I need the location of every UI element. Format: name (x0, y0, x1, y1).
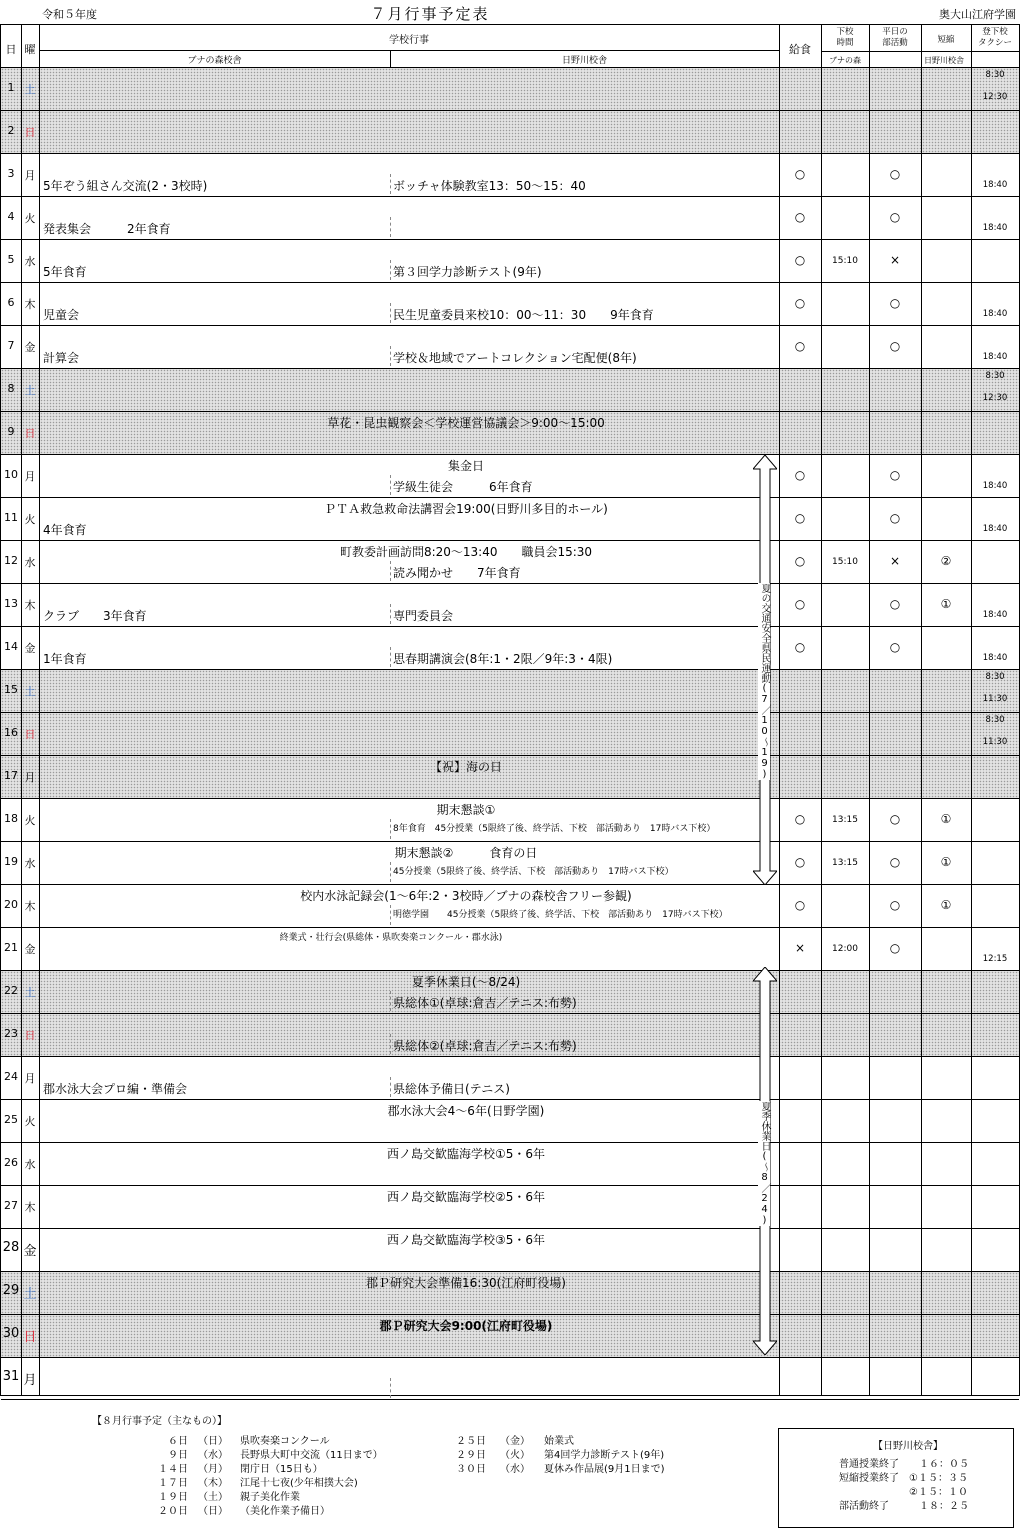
event-hino: ボッチャ体験教室13：50～15：40 (393, 179, 586, 193)
august-event: 夏休み作品展(9月1日まで) (544, 1464, 665, 1475)
col-day: 日 (5, 43, 17, 56)
hino-line: 部活動終了 １８：２５ (839, 1501, 969, 1512)
col-campus-a: ブナの森校舎 (187, 56, 242, 66)
campus-divider (390, 647, 391, 667)
club-mark: ○ (889, 167, 901, 181)
short-mark: ② (940, 554, 952, 568)
event-buna: 郡水泳大会プロ編・準備会 (43, 1082, 188, 1096)
day-number: 4 (7, 210, 15, 223)
weekday: 水 (24, 556, 36, 569)
august-day: ６日 (168, 1436, 188, 1447)
campus-divider (390, 260, 391, 280)
event-hino: 明徳学園 45分授業（5限終了後、終学活、下校 部活動あり 17時バス下校） (393, 910, 728, 920)
lunch-mark: ○ (794, 812, 806, 826)
short-mark: ① (940, 898, 952, 912)
page-header (0, 0, 1020, 24)
august-day: ３０日 (456, 1464, 486, 1475)
club-mark: × (889, 554, 901, 568)
col-dismissal-sub: ブナの森 (829, 56, 861, 65)
school-name: 奥大山江府学園 (939, 8, 1016, 21)
day-number: 19 (4, 855, 18, 868)
table-row (1, 1315, 1019, 1358)
day-number: 30 (2, 1326, 20, 1341)
event-common: 期末懇談② 食育の日 (394, 846, 538, 860)
col-weekday: 曜 (24, 43, 36, 56)
col-campus-b: 日野川校舎 (561, 56, 607, 66)
table-row (1, 713, 1019, 756)
taxi-time: 18:40 (982, 524, 1008, 534)
event-buna: 4年食育 (43, 523, 87, 537)
day-number: 2 (7, 124, 15, 137)
weekday: 木 (24, 599, 36, 612)
day-number: 20 (4, 898, 18, 911)
club-mark: × (889, 253, 901, 267)
weekday: 金 (24, 943, 36, 956)
august-weekday: （月） (198, 1464, 228, 1475)
august-weekday: （土） (198, 1492, 228, 1503)
event-hino: 読み聞かせ 7年食育 (393, 566, 521, 580)
weekday: 木 (24, 900, 36, 913)
grid-line (971, 25, 972, 1395)
day-number: 11 (4, 511, 18, 524)
august-event: 江尾十七夜(少年相撲大会) (240, 1478, 358, 1489)
summer-break-label: 夏季休業日(～8／24) (759, 1101, 770, 1226)
table-row (1, 412, 1019, 455)
col-clubs: 平日の 部活動 (882, 27, 908, 48)
taxi-time: 11:30 (982, 737, 1008, 747)
table-row (1, 1272, 1019, 1315)
taxi-time: 11:30 (982, 694, 1008, 704)
event-common: 町教委計画訪問8:20～13:40 職員会15:30 (339, 545, 593, 559)
club-mark: ○ (889, 812, 901, 826)
col-dismissal: 下校 時間 (836, 27, 854, 48)
traffic-campaign-label: 夏の交通安全県民運動(7／10～19) (759, 583, 770, 780)
table-row (1, 670, 1019, 713)
lunch-mark: ○ (794, 554, 806, 568)
table-row (1, 799, 1019, 842)
hino-box-title: 【日野川校舎】 (873, 1441, 943, 1452)
weekday: 木 (24, 298, 36, 311)
august-event: 閉庁日（15日も） (240, 1464, 323, 1475)
club-mark: ○ (889, 640, 901, 654)
table-row (1, 455, 1019, 498)
event-buna: 発表集会 2年食育 (43, 222, 171, 236)
august-day: ２９日 (456, 1450, 486, 1461)
event-hino: 県総体②(卓球:倉吉／テニス:布勢) (393, 1039, 577, 1053)
event-hino: 県総体①(卓球:倉吉／テニス:布勢) (393, 996, 577, 1010)
weekday: 土 (24, 384, 36, 397)
august-event: （美化作業予備日） (240, 1506, 330, 1517)
event-hino: 県総体予備日(テニス) (393, 1082, 510, 1096)
weekday: 日 (24, 126, 36, 139)
grid-line (779, 25, 780, 1395)
taxi-time: 18:40 (982, 610, 1008, 620)
campus-divider (390, 862, 391, 882)
weekday: 火 (24, 1115, 36, 1128)
event-common: ＰＴＡ救急救命法講習会19:00(日野川多目的ホール) (324, 502, 608, 516)
day-number: 6 (7, 296, 15, 309)
day-number: 27 (4, 1199, 18, 1212)
lunch-mark: ○ (794, 253, 806, 267)
august-title: 【８月行事予定（主なもの）】 (92, 1416, 227, 1427)
table-row (1, 1100, 1019, 1143)
lunch-mark: ○ (794, 855, 806, 869)
weekday: 火 (24, 513, 36, 526)
table-row (1, 1143, 1019, 1186)
day-number: 15 (4, 683, 18, 696)
weekday: 火 (24, 212, 36, 225)
lunch-mark: ○ (794, 511, 806, 525)
table-row (1, 1358, 1019, 1400)
august-event: 始業式 (544, 1436, 574, 1447)
august-day: ２５日 (456, 1436, 486, 1447)
short-mark: ① (940, 855, 952, 869)
short-mark: ① (940, 812, 952, 826)
table-row (1, 1057, 1019, 1100)
august-day: ９日 (168, 1450, 188, 1461)
august-day: ２０日 (158, 1506, 188, 1517)
event-common: 終業式・壮行会(県総体・県吹奏楽コンクール・郡水泳) (279, 933, 503, 943)
weekday: 土 (24, 685, 36, 698)
grid-line (390, 50, 391, 68)
august-weekday: （水） (198, 1450, 228, 1461)
august-event: 親子美化作業 (240, 1492, 300, 1503)
weekday: 月 (24, 470, 36, 483)
taxi-time: 8:30 (985, 672, 1005, 682)
table-row (1, 885, 1019, 928)
weekday: 日 (23, 1330, 37, 1345)
lunch-mark: ○ (794, 597, 806, 611)
hino-line: 短縮授業終了 ①１５：３５ (839, 1473, 968, 1484)
event-common: 夏季休業日(～8/24) (411, 975, 521, 989)
august-event: 長野県大町中交流（11日まで） (240, 1450, 383, 1461)
lunch-mark: ○ (794, 296, 806, 310)
taxi-time: 18:40 (982, 180, 1008, 190)
event-buna: クラブ 3年食育 (43, 609, 147, 623)
campus-divider (390, 217, 391, 237)
club-mark: ○ (889, 339, 901, 353)
event-buna: 計算会 (43, 351, 80, 365)
day-number: 18 (4, 812, 18, 825)
table-row (1, 756, 1019, 799)
hino-times-box (778, 1428, 1014, 1528)
taxi-time: 8:30 (985, 371, 1005, 381)
day-number: 1 (7, 81, 15, 94)
day-number: 17 (4, 769, 18, 782)
table-row (1, 1186, 1019, 1229)
event-buna: 5年ぞう組さん交流(2・3校時) (43, 179, 208, 193)
col-hino-sub: 日野川校舎 (924, 56, 964, 65)
col-events: 学校行事 (389, 35, 429, 46)
table-row (1, 928, 1019, 971)
taxi-time: 18:40 (982, 352, 1008, 362)
table-row (1, 68, 1019, 111)
event-common: 西ノ島交歓臨海学校①5・6年 (386, 1147, 546, 1161)
day-number: 5 (7, 253, 15, 266)
event-common: 【祝】海の日 (429, 760, 502, 774)
event-common: 期末懇談① (436, 803, 496, 817)
weekday: 日 (24, 1029, 36, 1042)
table-row (1, 154, 1019, 197)
weekday: 金 (24, 642, 36, 655)
hino-line: 普通授業終了 １６：０５ (839, 1459, 969, 1470)
day-number: 12 (4, 554, 18, 567)
event-hino: 8年食育 45分授業（5限終了後、終学活、下校 部活動あり 17時バス下校） (393, 824, 716, 834)
event-common: 郡水泳大会4～6年(日野学園) (387, 1104, 545, 1118)
event-buna: 児童会 (43, 308, 80, 322)
table-row (1, 197, 1019, 240)
event-hino: 学級生徒会 6年食育 (393, 480, 533, 494)
day-number: 14 (4, 640, 18, 653)
col-short: 短縮 (937, 35, 955, 45)
event-common: 西ノ島交歓臨海学校②5・6年 (386, 1190, 546, 1204)
table-header (1, 25, 1019, 68)
august-weekday: （木） (198, 1478, 228, 1489)
table-row (1, 240, 1019, 283)
event-hino: 学校＆地域でアートコレクション宅配便(8年) (393, 351, 637, 365)
grid-line (869, 25, 870, 1395)
grid-line (821, 25, 822, 1395)
august-weekday: （日） (198, 1436, 228, 1447)
page-title: ７月行事予定表 (370, 5, 490, 23)
taxi-time: 12:30 (982, 393, 1008, 403)
lunch-mark: ○ (794, 640, 806, 654)
short-mark: ① (940, 597, 952, 611)
day-number: 23 (4, 1027, 18, 1040)
event-buna: 5年食育 (43, 265, 87, 279)
grid-line (21, 25, 22, 1395)
campus-divider (390, 991, 391, 1011)
weekday: 金 (23, 1244, 37, 1259)
lunch-mark: ○ (794, 339, 806, 353)
day-number: 9 (7, 425, 15, 438)
club-mark: ○ (889, 210, 901, 224)
campus-divider (390, 604, 391, 624)
event-hino: 専門委員会 (393, 609, 454, 623)
campus-divider (390, 1034, 391, 1054)
campus-divider (390, 905, 391, 925)
event-hino: 45分授業（5限終了後、終学活、下校 部活動あり 17時バス下校） (393, 867, 674, 877)
lunch-mark: ○ (794, 167, 806, 181)
taxi-time: 8:30 (985, 715, 1005, 725)
weekday: 日 (24, 728, 36, 741)
day-number: 31 (2, 1369, 20, 1384)
august-day: １７日 (158, 1478, 188, 1489)
event-common: 校内水泳記録会(1～6年:2・3校時／ブナの森校舎フリー参観) (300, 889, 632, 903)
august-weekday: （日） (198, 1506, 228, 1517)
day-number: 24 (4, 1070, 18, 1083)
event-common: 郡Ｐ研究大会9:00(江府町役場) (379, 1319, 553, 1333)
weekday: 土 (24, 83, 36, 96)
campus-divider (390, 1077, 391, 1097)
table-row (1, 627, 1019, 670)
event-common: 郡Ｐ研究大会準備16:30(江府町役場) (366, 1276, 566, 1290)
event-common: 西ノ島交歓臨海学校③5・6年 (386, 1233, 546, 1247)
weekday: 木 (24, 1201, 36, 1214)
weekday: 日 (24, 427, 36, 440)
dismissal-time: 13:15 (832, 815, 858, 825)
day-number: 3 (7, 167, 15, 180)
club-mark: ○ (889, 855, 901, 869)
club-mark: ○ (889, 597, 901, 611)
event-common: 集金日 (447, 459, 484, 473)
weekday: 月 (24, 771, 36, 784)
lunch-mark: ○ (794, 898, 806, 912)
taxi-time: 18:40 (982, 653, 1008, 663)
table-row (1, 326, 1019, 369)
campus-divider (390, 303, 391, 323)
august-event: 第4回学力診断テスト(9年) (544, 1450, 665, 1461)
table-row (1, 283, 1019, 326)
campus-divider (390, 819, 391, 839)
august-weekday: （水） (500, 1464, 530, 1475)
table-row (1, 111, 1019, 154)
campus-divider (390, 346, 391, 366)
dismissal-time: 15:10 (832, 256, 858, 266)
day-number: 13 (4, 597, 18, 610)
august-day: １４日 (158, 1464, 188, 1475)
dismissal-time: 12:00 (832, 944, 858, 954)
lunch-mark: × (794, 941, 806, 955)
weekday: 水 (24, 255, 36, 268)
schedule-table (0, 24, 1020, 1396)
table-row (1, 584, 1019, 627)
table-row (1, 1229, 1019, 1272)
club-mark: ○ (889, 296, 901, 310)
weekday: 土 (23, 1287, 37, 1302)
august-weekday: （金） (500, 1436, 530, 1447)
weekday: 月 (23, 1373, 37, 1388)
table-row (1, 498, 1019, 541)
campus-divider (390, 1378, 391, 1398)
event-common: 草花・昆虫観察会＜学校運営協議会＞9:00～15:00 (327, 416, 605, 430)
dismissal-time: 13:15 (832, 858, 858, 868)
table-row (1, 1014, 1019, 1057)
weekday: 月 (24, 169, 36, 182)
club-mark: ○ (889, 468, 901, 482)
august-weekday: （火） (500, 1450, 530, 1461)
campus-divider (390, 561, 391, 581)
weekday: 火 (24, 814, 36, 827)
day-number: 8 (7, 382, 15, 395)
lunch-mark: ○ (794, 210, 806, 224)
taxi-time: 8:30 (985, 70, 1005, 80)
campus-divider (390, 475, 391, 495)
col-lunch: 給食 (789, 43, 811, 56)
taxi-time: 12:30 (982, 92, 1008, 102)
weekday: 水 (24, 1158, 36, 1171)
grid-line (39, 25, 40, 1395)
day-number: 26 (4, 1156, 18, 1169)
col-taxi: 登下校 タクシー (977, 27, 1012, 48)
august-day: １９日 (158, 1492, 188, 1503)
event-hino: 思春期講演会(8年:1・2限／9年:3・4限) (393, 652, 613, 666)
day-number: 22 (4, 984, 18, 997)
hino-line: ②１５：１０ (839, 1487, 968, 1498)
day-number: 28 (2, 1240, 20, 1255)
day-number: 21 (4, 941, 18, 954)
dismissal-time: 15:10 (832, 557, 858, 567)
event-hino: 民生児童委員来校10：00～11：30 9年食育 (393, 308, 654, 322)
august-event: 県吹奏楽コンクール (240, 1436, 330, 1447)
campus-divider (390, 174, 391, 194)
day-number: 29 (2, 1283, 20, 1298)
day-number: 7 (7, 339, 15, 352)
taxi-time: 12:15 (982, 954, 1008, 964)
event-hino: 第３回学力診断テスト(9年) (393, 265, 542, 279)
weekday: 月 (24, 1072, 36, 1085)
weekday: 金 (24, 341, 36, 354)
lunch-mark: ○ (794, 468, 806, 482)
taxi-time: 18:40 (982, 481, 1008, 491)
table-row (1, 842, 1019, 885)
club-mark: ○ (889, 511, 901, 525)
day-number: 16 (4, 726, 18, 739)
weekday: 土 (24, 986, 36, 999)
fiscal-year: 令和５年度 (42, 8, 97, 21)
table-row (1, 541, 1019, 584)
day-number: 25 (4, 1113, 18, 1126)
club-mark: ○ (889, 898, 901, 912)
weekday: 水 (24, 857, 36, 870)
taxi-time: 18:40 (982, 309, 1008, 319)
table-row (1, 971, 1019, 1014)
taxi-time: 18:40 (982, 223, 1008, 233)
footer (0, 1396, 1020, 1534)
club-mark: ○ (889, 941, 901, 955)
event-buna: 1年食育 (43, 652, 87, 666)
grid-line (921, 25, 922, 1395)
table-row (1, 369, 1019, 412)
day-number: 10 (4, 468, 18, 481)
